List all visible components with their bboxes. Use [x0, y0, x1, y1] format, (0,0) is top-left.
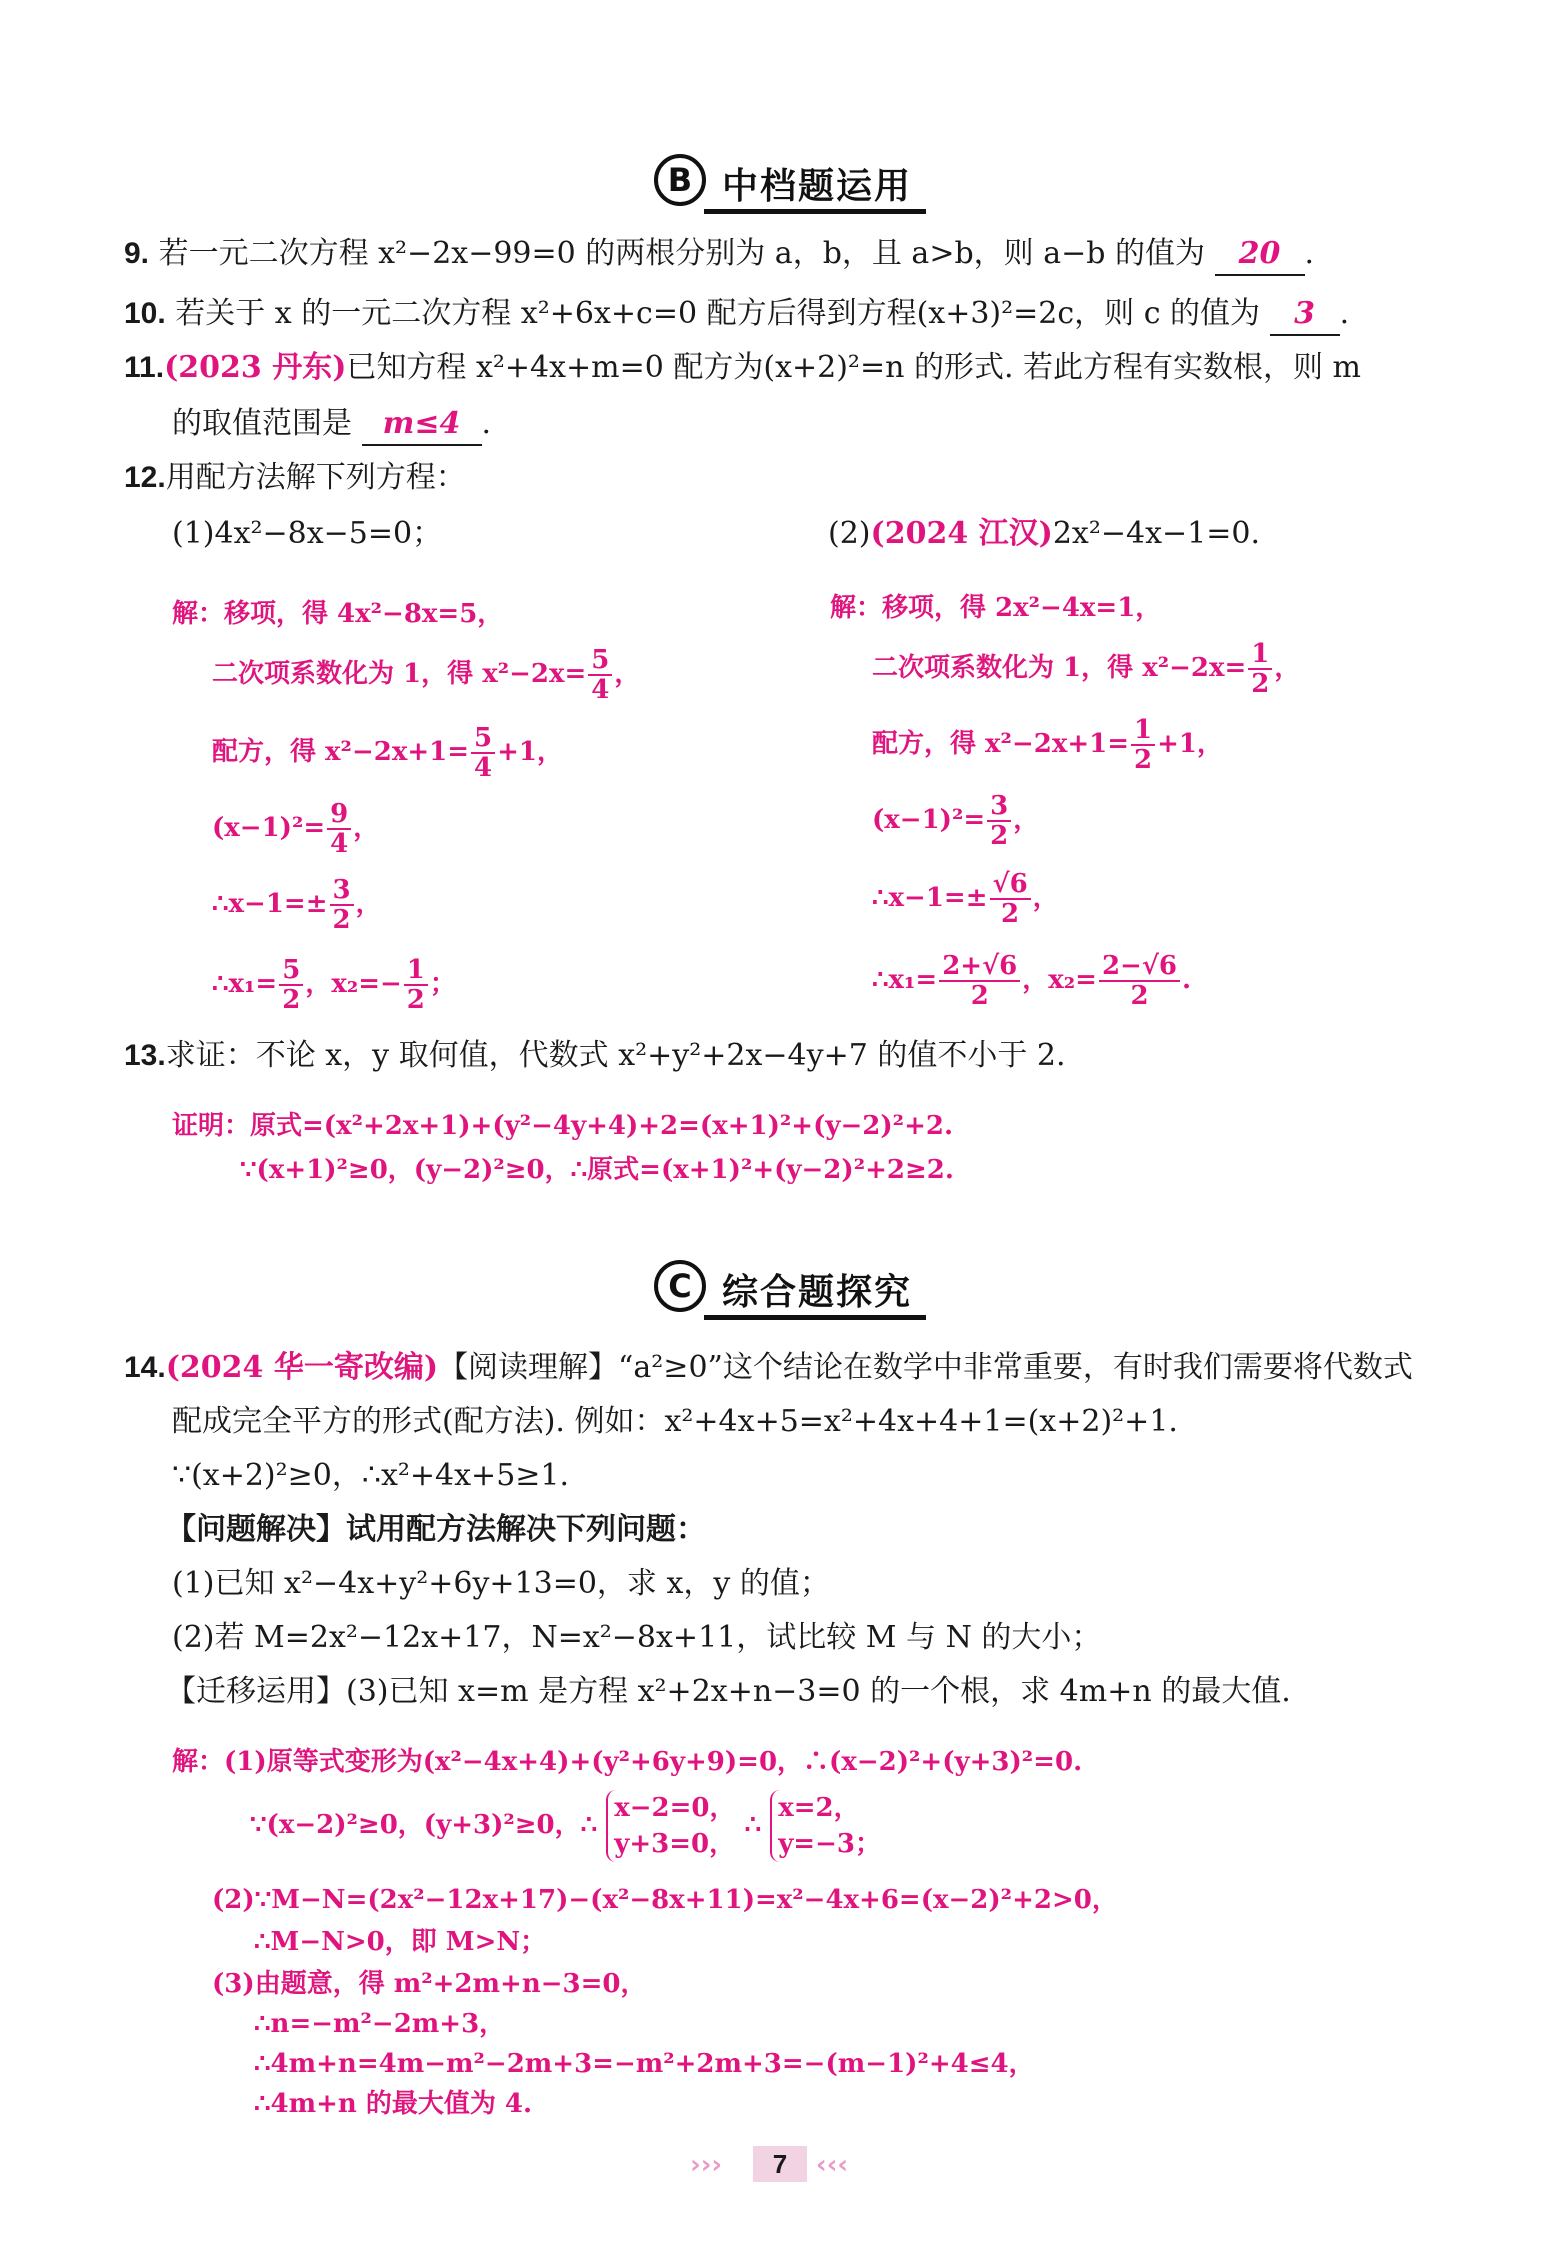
question-9-answer: 20: [1215, 234, 1305, 276]
question-14-answer-3: (2)∵M−N=(2x²−12x+17)−(x²−8x+11)=x²−4x+6=(x−2)²+2>0，: [212, 1885, 1118, 1915]
system-brace-1: [606, 1790, 735, 1862]
page-number: 7: [753, 2146, 807, 2182]
solution-2-line-5-text: ∴x−1=±: [872, 883, 988, 913]
fraction: [1248, 640, 1272, 698]
numerator: 1: [1131, 716, 1155, 746]
fraction: [471, 724, 495, 782]
question-14-part-2: (2)若 M=2x²−12x+17，N=x²−8x+11，试比较 M 与 N 的大小；: [172, 1620, 1102, 1655]
question-14-answer-4: ∴M−N>0，即 M>N；: [254, 1927, 547, 1957]
question-12: [124, 458, 466, 498]
question-14-answer-2: [250, 1790, 881, 1862]
section-c-header: [654, 1258, 926, 1320]
solution-2-line-3-text: 配方，得 x²−2x+1=: [872, 729, 1129, 759]
fraction: [279, 956, 303, 1014]
numerator: √6: [990, 870, 1031, 900]
question-13-proof-line-2: ∵(x+1)²≥0，(y−2)²≥0，∴原式=(x+1)²+(y−2)²+2≥2.: [240, 1155, 954, 1185]
punct: ，: [614, 659, 641, 689]
question-14-part-3: 【迁移运用】(3)已知 x=m 是方程 x²+2x+n−3=0 的一个根，求 4m+n 的最大值.: [166, 1674, 1291, 1709]
denominator: 2: [406, 985, 425, 1015]
question-14-line-3: ∵(x+2)²≥0，∴x²+4x+5≥1.: [172, 1458, 570, 1493]
question-14-text-1: 【阅读理解】“a²≥0”这个结论在数学中非常重要，有时我们需要将代数式: [438, 1350, 1413, 1385]
section-b-header: [654, 152, 926, 214]
numerator: 5: [279, 956, 303, 986]
system-1-line-1: x−2=0，: [614, 1793, 736, 1823]
solution-2-line-1: 解：移项，得 2x²−4x=1，: [830, 593, 1162, 623]
solution-1-line-3-text: 配方，得 x²−2x+1=: [212, 737, 469, 767]
denominator: 2: [1001, 899, 1020, 929]
numerator: 5: [471, 724, 495, 754]
answer-2-therefore: ∴: [744, 1810, 762, 1840]
question-10-stem: 若关于 x 的一元二次方程 x²+6x+c=0 配方后得到方程(x+3)²=2c，则 c 的值为: [175, 296, 1261, 331]
solution-2-line-4: [872, 792, 1039, 850]
solution-2-line-2-text: 二次项系数化为 1，得 x²−2x=: [872, 653, 1247, 683]
question-14-line-4: 【问题解决】试用配方法解决下列问题：: [166, 1512, 706, 1547]
question-13-proof-line-1: 证明：原式=(x²+2x+1)+(y²−4y+4)+2=(x+1)²+(y−2)²+2.: [172, 1111, 953, 1141]
numerator: 9: [327, 800, 351, 830]
section-b-underline: [704, 209, 926, 214]
punct: ，: [1274, 653, 1301, 683]
system-1-line-2: y+3=0，: [614, 1829, 736, 1859]
question-14-answer-6: ∴n=−m²−2m+3，: [254, 2009, 506, 2039]
solution-1-line-4: [212, 800, 379, 858]
numerator: 5: [588, 646, 612, 676]
punct: ，: [1013, 805, 1040, 835]
fraction: [987, 792, 1011, 850]
fraction: [990, 870, 1031, 928]
solution-1-line-5-text: ∴x−1=±: [212, 889, 328, 919]
question-12-part-2-equation: 2x²−4x−1=0.: [1052, 516, 1261, 551]
question-10-end: .: [1339, 296, 1350, 331]
question-14-answer-7: ∴4m+n=4m−m²−2m+3=−m²+2m+3=−(m−1)²+4≤4，: [254, 2049, 1035, 2079]
denominator: 2: [1133, 745, 1153, 775]
question-12-stem: 用配方法解下列方程：: [165, 460, 466, 495]
fraction: [404, 956, 428, 1014]
fraction: [1131, 716, 1155, 774]
question-14-line-1: [124, 1348, 1413, 1388]
punct: +1，: [1157, 729, 1223, 759]
numerator: 1: [404, 956, 428, 986]
denominator: 2: [990, 821, 1009, 851]
denominator: 2: [970, 981, 989, 1011]
question-14-number: 14.: [124, 1351, 166, 1384]
question-11-line2: [172, 404, 491, 446]
solution-1-line-5: [212, 876, 382, 934]
system-2-line-2: y=−3；: [778, 1829, 881, 1859]
left-arrows-icon: ›››: [690, 2150, 723, 2180]
solution-2-line-4-text: (x−1)²=: [872, 805, 986, 835]
section-c-underline: [704, 1315, 926, 1320]
denominator: 2: [1130, 981, 1149, 1011]
question-12-part-2-prefix: (2): [828, 516, 871, 551]
right-arrows-icon: ‹‹‹: [816, 2150, 849, 2180]
question-13-stem: 求证：不论 x，y 取何值，代数式 x²+y²+2x−4y+7 的值不小于 2.: [165, 1038, 1066, 1073]
question-10-answer: 3: [1270, 294, 1340, 336]
question-9: [124, 234, 1314, 276]
solution-1-line-1: 解：移项，得 4x²−8x=5，: [172, 599, 504, 629]
denominator: 4: [330, 829, 349, 859]
solution-1-line-6: [212, 956, 456, 1014]
solution-1-line-4-text: (x−1)²=: [212, 813, 326, 843]
numerator: 1: [1248, 640, 1272, 670]
fraction: [327, 800, 351, 858]
punct: ，: [1032, 883, 1059, 913]
fraction: [1099, 952, 1180, 1010]
solution-2-line-6: [872, 952, 1191, 1010]
denominator: 4: [591, 675, 610, 705]
system-brace-2: [770, 1790, 881, 1862]
fraction: [939, 952, 1020, 1010]
numerator: 3: [987, 792, 1011, 822]
question-12-part-2: [828, 514, 1260, 554]
numerator: 3: [330, 876, 354, 906]
question-14-answer-5: (3)由题意，得 m²+2m+n−3=0，: [212, 1969, 647, 1999]
question-9-end: .: [1304, 236, 1315, 271]
question-11-end: .: [481, 406, 492, 441]
section-b-badge: B: [654, 154, 706, 206]
question-14-answer-8: ∴4m+n 的最大值为 4.: [254, 2089, 533, 2119]
fraction: [330, 876, 354, 934]
numerator: 2−√6: [1099, 952, 1180, 982]
question-9-number: 9.: [124, 237, 150, 270]
numerator: 2+√6: [939, 952, 1020, 982]
solution-2-line-6-text: ∴x₁=: [872, 965, 938, 995]
question-11-answer: m≤4: [362, 404, 482, 446]
answer-2-pre: ∵(x−2)²≥0，(y+3)²≥0，∴: [250, 1810, 598, 1840]
punct: ；: [429, 969, 456, 999]
solution-1-line-3: [212, 724, 563, 782]
question-13: [124, 1036, 1065, 1076]
question-14-answer-1: 解：(1)原等式变形为(x²−4x+4)+(y²+6y+9)=0，∴(x−2)²+(y+3)²=0.: [172, 1747, 1083, 1777]
question-14-source: (2024 华一寄改编): [165, 1350, 439, 1385]
question-11-number: 11.: [124, 351, 165, 384]
page-footer: [690, 2146, 870, 2186]
section-c-badge: C: [654, 1260, 706, 1312]
system-2-line-1: x=2，: [778, 1793, 860, 1823]
punct: ，: [355, 889, 382, 919]
solution-2-line-2: [872, 640, 1300, 698]
solution-1-line-6-text: ∴x₁=: [212, 969, 278, 999]
question-12-part-2-source: (2024 江汉): [870, 516, 1053, 551]
denominator: 2: [332, 905, 351, 935]
solution-2-line-5: [872, 870, 1059, 928]
solution-1-line-2-text: 二次项系数化为 1，得 x²−2x=: [212, 659, 587, 689]
question-13-number: 13.: [124, 1039, 166, 1072]
question-11-source: (2023 丹东): [164, 350, 347, 385]
solution-2-line-6-mid: ，x₂=: [1022, 965, 1097, 995]
section-b-title: 中档题运用: [722, 166, 913, 207]
section-c-title: 综合题探究: [722, 1272, 913, 1313]
question-14-line-2: 配成完全平方的形式(配方法). 例如：x²+4x+5=x²+4x+4+1=(x+2)²+1.: [172, 1404, 1178, 1439]
punct: +1，: [497, 737, 563, 767]
question-11-stem-2: 的取值范围是: [172, 406, 352, 441]
denominator: 2: [1251, 669, 1270, 699]
question-10: [124, 294, 1349, 336]
question-10-number: 10.: [124, 297, 166, 330]
question-11-stem: 已知方程 x²+4x+m=0 配方为(x+2)²=n 的形式. 若此方程有实数根，则 m: [346, 350, 1362, 385]
solution-1-line-6-mid: ，x₂=−: [305, 969, 402, 999]
question-9-stem: 若一元二次方程 x²−2x−99=0 的两根分别为 a，b，且 a>b，则 a−b 的值为: [158, 236, 1205, 271]
punct: ，: [353, 813, 380, 843]
solution-1-line-2: [212, 646, 640, 704]
question-11: [124, 348, 1361, 388]
solution-2-line-3: [872, 716, 1223, 774]
fraction: [588, 646, 612, 704]
question-14-part-1: (1)已知 x²−4x+y²+6y+13=0，求 x，y 的值；: [172, 1566, 830, 1601]
punct: .: [1182, 965, 1192, 995]
denominator: 2: [282, 985, 301, 1015]
question-12-part-1: (1)4x²−8x−5=0；: [172, 516, 443, 551]
question-12-number: 12.: [124, 461, 166, 494]
denominator: 4: [473, 753, 493, 783]
